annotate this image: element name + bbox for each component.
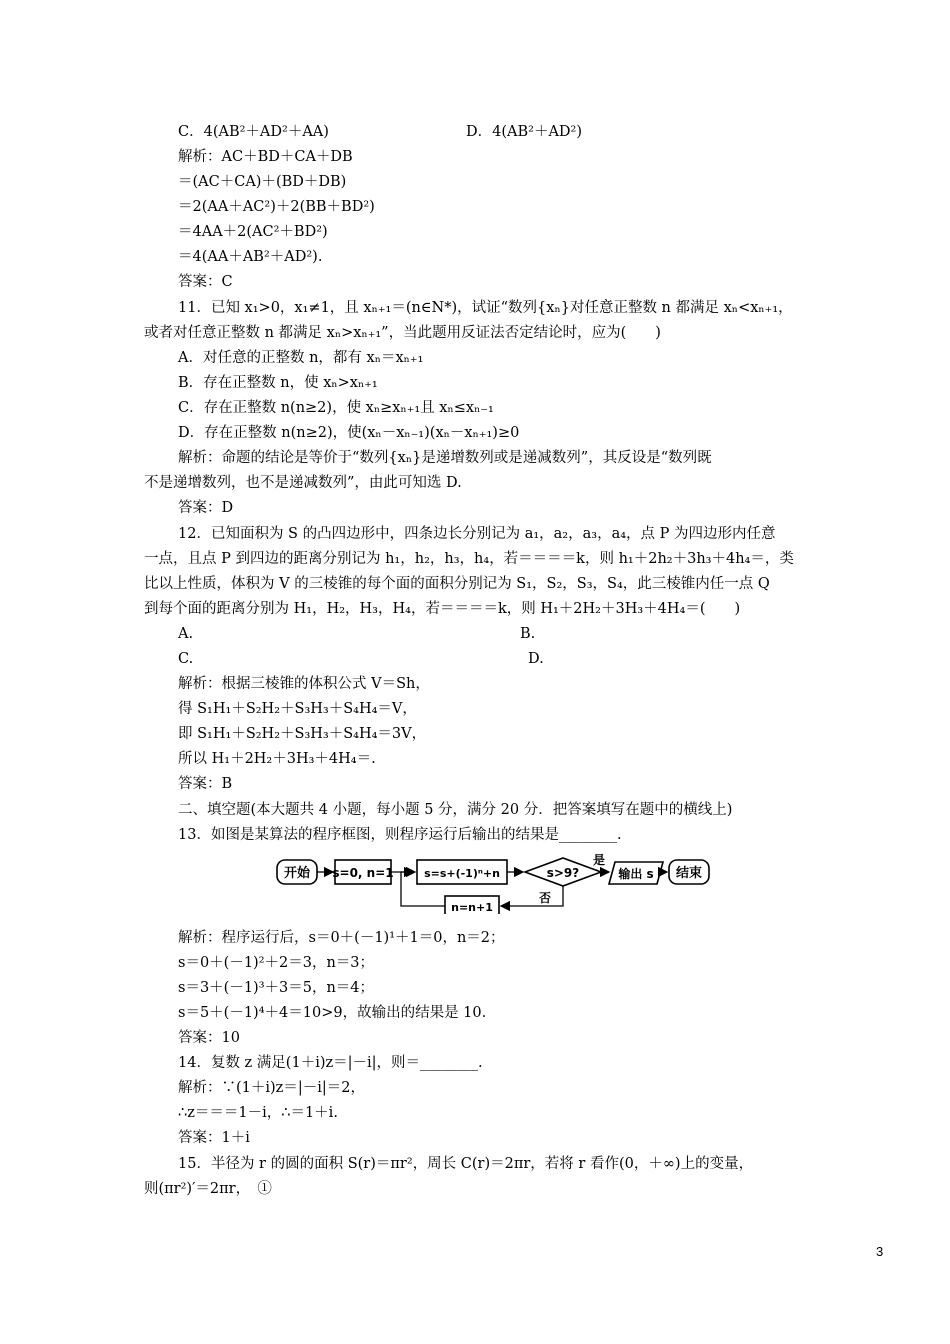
text-line: ＝4AA＋2(AC²＋BD²): [178, 224, 328, 240]
text-line: ＝(AC＋CA)＋(BD＋DB): [178, 174, 347, 190]
text-line: 即 S₁H₁＋S₂H₂＋S₃H₃＋S₄H₄＝3V，: [178, 726, 427, 742]
text-line: 答案：1＋i: [178, 1130, 250, 1146]
text-line: 或者对任意正整数 n 都满足 xₙ>xₙ₊₁”，当此题用反证法否定结论时，应为( ): [144, 325, 661, 341]
page-number: 3: [876, 1244, 884, 1259]
text-line: C．4(AB²＋AD²＋AA): [178, 124, 329, 140]
flow-yes-label: 是: [593, 854, 606, 867]
text-line: 到每个面的距离分别为 H₁，H₂，H₃，H₄，若＝＝＝＝k，则 H₁＋2H₂＋3H₃＋4H₄＝( ): [144, 601, 741, 617]
text-line: 15．半径为 r 的圆的面积 S(r)＝πr²，周长 C(r)＝2πr，若将 r 看作(0，＋∞)上的变量，: [178, 1156, 754, 1172]
text-line: 解析：程序运行后，s＝0＋(－1)¹＋1＝0，n＝2；: [178, 930, 505, 946]
text-line: s＝3＋(－1)³＋3＝5，n＝4；: [178, 980, 375, 996]
text-line: ∴z＝＝＝1－i，∴＝1＋i.: [178, 1105, 338, 1121]
option-text: B.: [520, 626, 536, 642]
text-line: 不是递增数列，也不是递减数列”，由此可知选 D.: [144, 475, 462, 491]
text-line: D．存在正整数 n(n≥2)，使(xₙ－xₙ₋₁)(xₙ－xₙ₊₁)≥0: [178, 425, 520, 441]
flow-init-label: s=0, n=1: [332, 866, 394, 880]
text-line: B．存在正整数 n，使 xₙ>xₙ₊₁: [178, 375, 378, 391]
text-line: 答案：D: [178, 500, 234, 516]
text-line: 得 S₁H₁＋S₂H₂＋S₃H₃＋S₄H₄＝V，: [178, 701, 417, 717]
text-line: 二、填空题(本大题共 4 小题，每小题 5 分，满分 20 分．把答案填写在题中的横线上): [178, 802, 733, 818]
text-line: 答案：C: [178, 274, 233, 290]
option-text: D．4(AB²＋AD²): [466, 124, 583, 140]
text-line: 一点，且点 P 到四边的距离分别记为 h₁，h₂，h₃，h₄，若＝＝＝＝k，则 h₁＋2h₂＋3h₃＋4h₄＝，类: [144, 551, 794, 567]
text-line: 11．已知 x₁>0，x₁≠1，且 xₙ₊₁＝(n∈N*)，试证“数列{xₙ}对任意正整数 n 都满足 xₙ<xₙ₊₁，: [178, 300, 793, 316]
program-flowchart: [275, 854, 715, 914]
text-line: 13．如图是某算法的程序框图，则程序运行后输出的结果是________.: [178, 827, 622, 843]
text-line: A．对任意的正整数 n，都有 xₙ＝xₙ₊₁: [178, 350, 424, 366]
text-line: 14．复数 z 满足(1＋i)z＝|－i|，则＝________.: [178, 1055, 483, 1071]
text-line: 则(πr²)′＝2πr， ①: [144, 1181, 272, 1197]
flow-output-label: 输出 s: [618, 867, 654, 881]
text-line: s＝0＋(－1)²＋2＝3，n＝3；: [178, 955, 375, 971]
text-line: ＝4(AA＋AB²＋AD²).: [178, 249, 323, 265]
option-text: D.: [528, 651, 544, 667]
text-line: 解析：∵(1＋i)z＝|－i|＝2，: [178, 1080, 365, 1096]
flow-increment-label: n=n+1: [451, 901, 493, 914]
text-line: 答案：10: [178, 1030, 240, 1046]
flow-no-label: 否: [539, 891, 552, 905]
text-line: 解析：AC＋BD＋CA＋DB: [178, 149, 353, 165]
flow-end-label: 结束: [675, 866, 703, 881]
text-line: s＝5＋(－1)⁴＋4＝10>9，故输出的结果是 10.: [178, 1005, 487, 1021]
text-line: ＝2(AA＋AC²)＋2(BB＋BD²): [178, 199, 375, 215]
text-line: 解析：根据三棱锥的体积公式 V＝Sh，: [178, 676, 430, 692]
text-line: 12．已知面积为 S 的凸四边形中，四条边长分别记为 a₁，a₂，a₃，a₄，点 P 为四边形内任意: [178, 526, 776, 542]
text-line: 所以 H₁＋2H₂＋3H₃＋4H₄＝.: [178, 751, 376, 767]
text-line: 比以上性质，体积为 V 的三棱锥的每个面的面积分别记为 S₁，S₂，S₃，S₄，此三棱锥内任一点 Q: [144, 576, 770, 592]
text-line: 解析：命题的结论是等价于“数列{xₙ}是递增数列或是递减数列”，其反设是“数列既: [178, 450, 712, 466]
flow-start-label: 开始: [283, 866, 311, 881]
flow-decision-label: s>9?: [546, 866, 580, 880]
text-line: C．存在正整数 n(n≥2)，使 xₙ≥xₙ₊₁且 xₙ≤xₙ₋₁: [178, 400, 494, 416]
text-line: A.: [178, 626, 194, 642]
flow-update-label: s=s+(-1)ⁿ+n: [424, 867, 500, 880]
text-line: C.: [178, 651, 194, 667]
text-line: 答案：B: [178, 776, 233, 792]
